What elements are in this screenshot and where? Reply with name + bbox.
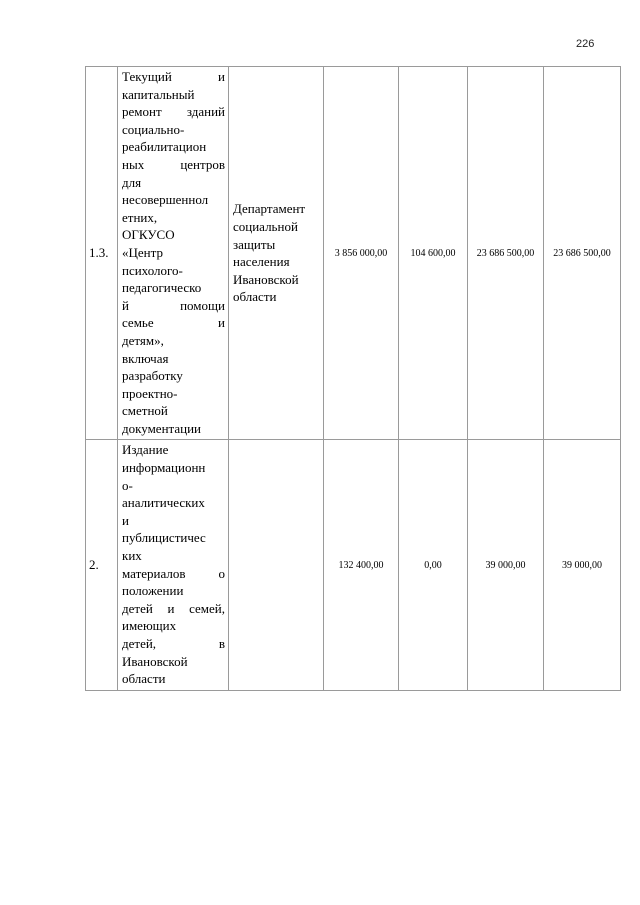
row-number: 1.3. xyxy=(86,67,118,440)
activity-name-line: включая xyxy=(122,350,169,366)
department-line: населения xyxy=(233,254,290,270)
department-line: защиты xyxy=(233,236,276,252)
activity-name-line: разработку xyxy=(122,368,183,384)
activity-name-line: детей, в xyxy=(122,636,225,651)
department-line: области xyxy=(233,289,277,305)
activity-name-line: о- xyxy=(122,477,133,493)
activity-name-line: публицистичес xyxy=(122,530,206,546)
activity-name-line: ОГКУСО xyxy=(122,227,175,243)
amount-cell: 23 686 500,00 xyxy=(544,67,621,440)
activity-name-line: сметной xyxy=(122,403,168,419)
table-row xyxy=(86,67,621,440)
activity-name-line: педагогическо xyxy=(122,280,202,296)
activity-name-line: Ивановской xyxy=(122,653,188,669)
budget-table xyxy=(85,66,621,691)
activity-name-cell xyxy=(118,440,229,690)
activity-name-line: детей и семей, xyxy=(122,600,225,616)
department-line: социальной xyxy=(233,219,298,235)
department-cell xyxy=(229,440,324,690)
department-cell xyxy=(229,67,324,440)
amount-cell: 39 000,00 xyxy=(544,440,621,690)
amount-cell: 23 686 500,00 xyxy=(468,67,544,440)
activity-name-line: й помощи xyxy=(122,297,225,313)
amount-cell: 3 856 000,00 xyxy=(324,67,399,440)
activity-name-line: социально- xyxy=(122,121,185,137)
amount-cell: 132 400,00 xyxy=(324,440,399,690)
activity-name-line: имеющих xyxy=(122,618,177,634)
activity-name-line: положении xyxy=(122,583,184,599)
activity-name-line: аналитических xyxy=(122,495,205,511)
page-number: 226 xyxy=(576,38,595,50)
amount-cell: 39 000,00 xyxy=(468,440,544,690)
activity-name-line: ных центров xyxy=(122,156,225,172)
activity-name-line: ких xyxy=(122,548,142,564)
activity-name-line: Текущий и xyxy=(122,69,225,84)
activity-name-line: психолого- xyxy=(122,262,183,278)
activity-name-line: етних, xyxy=(122,209,158,225)
table-row xyxy=(86,440,621,690)
department-line: Ивановской xyxy=(233,271,299,287)
activity-name-line: информационн xyxy=(122,460,206,476)
department-line: Департамент xyxy=(233,201,306,217)
activity-name-line: материалов о xyxy=(122,565,225,581)
row-number: 2. xyxy=(86,440,118,690)
amount-cell: 104 600,00 xyxy=(399,67,468,440)
activity-name-line: реабилитацион xyxy=(122,139,207,155)
activity-name-line: «Центр xyxy=(122,244,163,260)
activity-name-line: и xyxy=(122,512,129,528)
activity-name-line: проектно- xyxy=(122,385,178,401)
activity-name-line: Издание xyxy=(122,442,169,458)
activity-name-line: детям», xyxy=(122,332,164,348)
activity-name-line: документации xyxy=(122,420,202,436)
activity-name-cell xyxy=(118,67,229,440)
amount-cell: 0,00 xyxy=(399,440,468,690)
activity-name-line: ремонт зданий xyxy=(122,104,225,120)
activity-name-line: несовершеннол xyxy=(122,192,209,208)
activity-name-line: для xyxy=(122,174,142,190)
activity-name-line: семье и xyxy=(122,315,225,331)
activity-name-line: капитальный xyxy=(122,86,195,102)
activity-name-line: области xyxy=(122,671,166,687)
